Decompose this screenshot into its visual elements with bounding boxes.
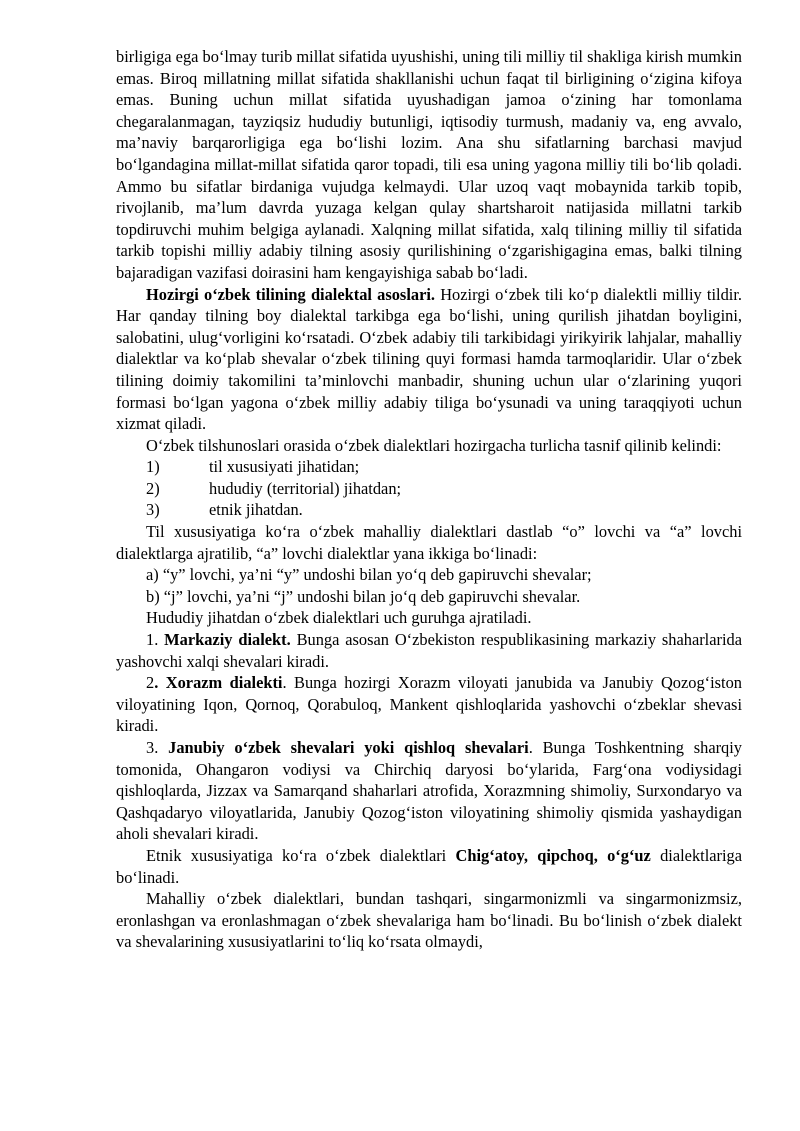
dialect-heading: Janubiy o‘zbek shevalari yoki qishloq shevalari [168, 738, 529, 757]
paragraph-text: Hozirgi o‘zbek tili ko‘p dialektli milliy tildir. Har qanday tilning boy dialektal tarkibga ega bo‘lishi, uning qurilish jihatdan boyligini, salobatini, ulug‘vorligini ko‘rsatadi. O‘zbek adabiy tili tarkibidagi yirikyirik lahjalar, mahalliy dialektlar va ko‘plab shevalar o‘zbek tilining quyi formasi hamda tarmoqlaridir. Ular o‘zbek tilining doimiy takomilini ta’minlovchi manbadir, shuning uchun ular o‘zlarining yuqori formasi bo‘lgan yagona o‘zbek milliy adabiy tiliga bo‘ysunadi va uning taraqqiyoti uchun xizmat qiladi. [116, 284, 742, 434]
list-item [116, 478, 742, 500]
list-number: 3) [146, 500, 160, 520]
document-page [116, 46, 742, 953]
paragraph-text: . Bunga hozirgi Xorazm viloyati janubida va Janubiy Qozog‘iston viloyatining Iqon, Qornoq, Qorabuloq, Mankent qishloqlarida yashovchi o‘zbeklar shevasi kiradi. [116, 673, 742, 736]
list-number: 2) [146, 478, 160, 498]
paragraph: a) “y” lovchi, ya’ni “y” undoshi bilan yo‘q deb gapiruvchi shevalar; [146, 565, 592, 585]
section-heading: Hozirgi o‘zbek tilining dialektal asoslari. [146, 284, 435, 304]
list-text: etnik jihatdan. [209, 500, 303, 520]
paragraph: O‘zbek tilshunoslari orasida o‘zbek dialektlari hozirgacha turlicha tasnif qilinib kelindi: [146, 435, 722, 455]
list-text: hududiy (territorial) jihatdan; [209, 478, 402, 498]
paragraph [116, 284, 742, 435]
item-number: 1. [146, 630, 165, 650]
paragraph-text: . Bunga Toshkentning sharqiy tomonida, Ohangaron vodiysi va Chirchiq daryosi bo‘ylarida, Farg‘ona vodiysidagi qishloqlarda, Jizzax va Samarqand shaharlari atrofida, Xorazmning shimoliy, Surxondaryo va Qashqadaryo viloyatlarida, Janubiy Qozog‘iston viloyatining shimoliy qismida yashaydigan aholi shevalari kiradi. [116, 738, 742, 844]
list-text: til xususiyati jihatidan; [209, 457, 360, 477]
paragraph: birligiga ega bo‘lmay turib millat sifatida uyushishi, uning tili milliy til shakliga kirish mumkin emas. Biroq millatning millat sifatida shakllanishi uchun faqat til birligining o‘zigina kifoya emas. Buning uchun millat sifatida uyushadigan jamoa o‘zining har tomonlama chegaralanmagan, tayziqsiz hududiy butunligi, iqtisodiy turmush, madaniy va, eng avvalo, ma’naviy barqarorligiga ega bo‘lishi lozim. Ana shu sifatlarning barchasi mavjud bo‘lgandagina millat-millat sifatida qaror topadi, tili esa uning yagona milliy tili bo‘lib qoladi. Ammo bu sifatlar birdaniga vujudga kelmaydi. Ular uzoq vaqt mobaynida tarkib topib, rivojlanib, ma’lum davrda yuzaga kelgan qulay shartsharoit natijasida millatni tarkib topdiruvchi muhim belgiga aylanadi. Xalqning millat sifatida, xalq tilining milliy til sifatida tarkib topishi milliy adabiy tilning asosiy qurilishining o‘zgarishigagina emas, balki tilning bajaradigan vazifasi doirasini ham kengayishiga sabab bo‘ladi. [116, 47, 742, 282]
dialect-names: Chig‘atoy, qipchoq, o‘g‘uz [455, 845, 651, 865]
paragraph [116, 737, 742, 845]
paragraph [116, 672, 742, 737]
paragraph [116, 629, 742, 672]
paragraph: Hududiy jihatdan o‘zbek dialektlari uch guruhga ajratiladi. [146, 608, 532, 628]
paragraph: Mahalliy o‘zbek dialektlari, bundan tashqari, singarmonizmli va singarmonizmsiz, eronlashgan va eronlashmagan o‘zbek shevalariga ham bo‘linadi. Bu bo‘linish o‘zbek dialekt va shevalarining xususiyatlarini to‘liq ko‘rsata olmaydi, [116, 889, 742, 952]
paragraph-text: dialektlariga bo‘linadi. [116, 845, 742, 887]
list-item [116, 456, 742, 478]
list-item [116, 499, 742, 521]
item-number: 3. [146, 738, 169, 757]
paragraph-text: Etnik xususiyatiga ko‘ra o‘zbek dialektlari [146, 845, 456, 865]
dialect-heading: Markaziy dialekt. [164, 630, 291, 650]
item-number: 2 [146, 673, 155, 693]
paragraph-text: Bunga asosan O‘zbekiston respublikasining markaziy shaharlarida yashovchi xalqi shevalari kiradi. [116, 630, 742, 671]
dialect-heading: . Xorazm dialekti [154, 673, 283, 693]
list-number: 1) [146, 457, 160, 477]
paragraph [116, 845, 742, 888]
paragraph: Til xususiyatiga ko‘ra o‘zbek mahalliy dialektlari dastlab “o” lovchi va “a” lovchi dialektlarga ajratilib, “a” lovchi dialektlar yana ikkiga bo‘linadi: [116, 522, 742, 563]
paragraph: b) “j” lovchi, ya’ni “j” undoshi bilan jo‘q deb gapiruvchi shevalar. [146, 586, 581, 606]
